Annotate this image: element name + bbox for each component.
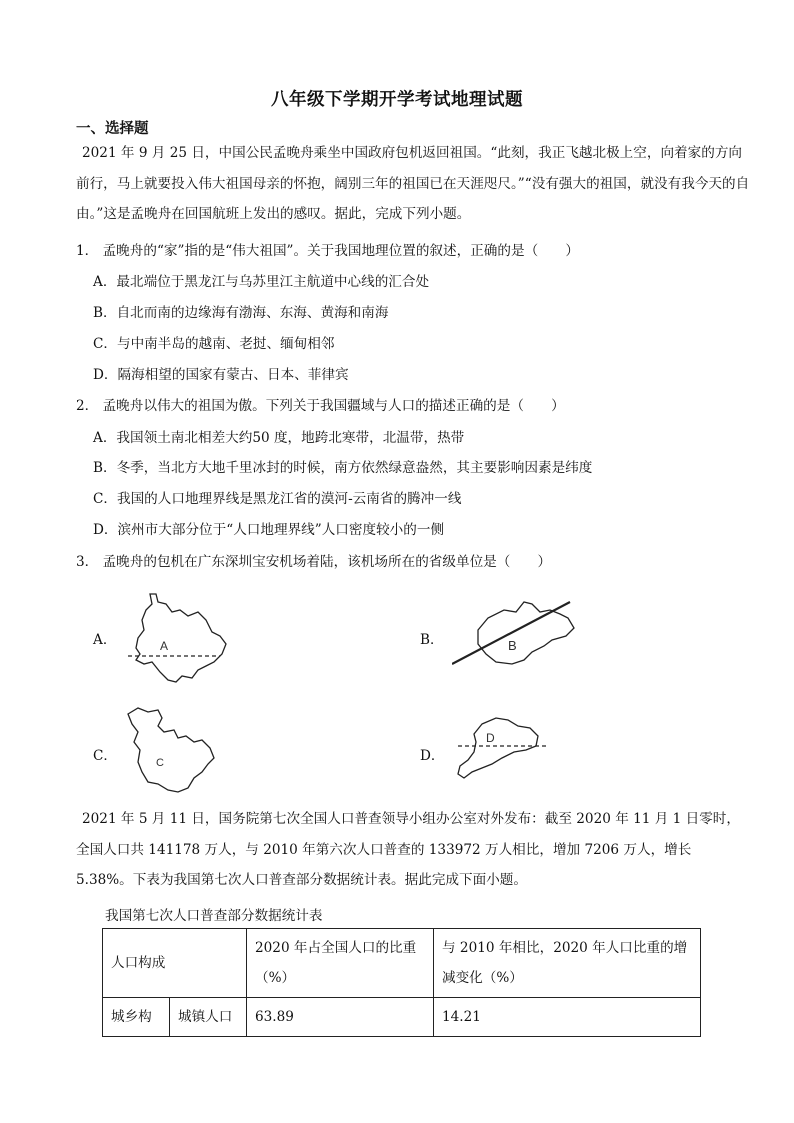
table-header-row xyxy=(103,929,701,998)
map-c-letter: C xyxy=(156,757,164,769)
header-change-since-2010: 与 2010 年相比，2020 年人口比重的增减变化（%） xyxy=(434,929,701,998)
page-title: 八年级下学期开学考试地理试题 xyxy=(271,90,523,110)
question-2-option-a[interactable]: A．我国领土南北相差大约50 度，地跨北寒带，北温带，热带 xyxy=(93,430,465,446)
map-option-a-label[interactable]: A． xyxy=(93,632,117,648)
question-2-option-d[interactable]: D．滨州市大部分位于“人口地理界线”人口密度较小的一侧 xyxy=(93,522,445,538)
map-option-d-label[interactable]: D． xyxy=(420,748,445,764)
row-item-urban-population: 城镇人口 xyxy=(170,998,247,1037)
row-value-change: 14.21 xyxy=(434,998,701,1037)
question-2-option-c[interactable]: C．我国的人口地理界线是黑龙江省的漠河-云南省的腾冲一线 xyxy=(93,491,462,507)
map-b-letter: B xyxy=(508,638,517,653)
question-1-stem: 1． 孟晚舟的“家”指的是“伟大祖国”。关于我国地理位置的叙述，正确的是（ ） xyxy=(76,243,579,259)
row-group-urban-rural: 城乡构 xyxy=(103,998,170,1037)
map-a-letter: A xyxy=(160,639,169,653)
question-1-option-a[interactable]: A．最北端位于黑龙江与乌苏里江主航道中心线的汇合处 xyxy=(93,274,430,290)
header-population-composition: 人口构成 xyxy=(103,929,247,998)
province-map-c[interactable] xyxy=(118,702,228,802)
question-1-option-d[interactable]: D．隔海相望的国家有蒙古、日本、菲律宾 xyxy=(93,367,349,383)
census-data-table xyxy=(102,928,701,1037)
map-option-b-label[interactable]: B． xyxy=(420,632,444,648)
table-row xyxy=(103,998,701,1037)
question-3-stem: 3． 孟晚舟的包机在广东深圳宝安机场着陆，该机场所在的省级单位是（ ） xyxy=(76,554,552,570)
province-map-b[interactable] xyxy=(452,598,582,670)
question-1-option-c[interactable]: C．与中南半岛的越南、老挝、缅甸相邻 xyxy=(93,336,335,352)
header-2020-share: 2020 年占全国人口的比重（%） xyxy=(247,929,434,998)
question-1-option-b[interactable]: B．自北而南的边缘海有渤海、东海、黄海和南海 xyxy=(93,305,389,321)
intro-paragraph-2: 2021 年 5 月 11 日，国务院第七次全国人口普查领导小组办公室对外发布：截至 2020 年 11 月 1 日零时，全国人口共 141178 万人，与 2010 年第六次人口普查的 133972 万人相比，增加 7206 万人，增长 5.38%。下表为我国第七次人口普查部分数据统计表。据此完成下面小题。 xyxy=(76,811,740,888)
row-value-share: 63.89 xyxy=(247,998,434,1037)
question-2-stem: 2． 孟晚舟以伟大的祖国为傲。下列关于我国疆域与人口的描述正确的是（ ） xyxy=(76,398,565,414)
section-heading: 一、选择题 xyxy=(76,121,149,137)
province-map-d[interactable] xyxy=(452,712,552,792)
table-caption: 我国第七次人口普查部分数据统计表 xyxy=(105,908,323,924)
intro-paragraph-1: 2021 年 9 月 25 日，中国公民孟晚舟乘坐中国政府包机返回祖国。“此刻，我正飞越北极上空，向着家的方向前行，马上就要投入伟大祖国母亲的怀抱，阔别三年的祖国已在天涯咫尺。”“没有强大的祖国，就没有我今天的自由。”这是孟晚舟在回国航班上发出的感叹。据此，完成下列小题。 xyxy=(76,145,750,222)
question-2-option-b[interactable]: B．冬季，当北方大地千里冰封的时候，南方依然绿意盎然，其主要影响因素是纬度 xyxy=(93,460,593,476)
map-d-letter: D xyxy=(486,731,495,745)
map-option-c-label[interactable]: C． xyxy=(93,748,117,764)
province-map-a[interactable] xyxy=(122,590,234,690)
